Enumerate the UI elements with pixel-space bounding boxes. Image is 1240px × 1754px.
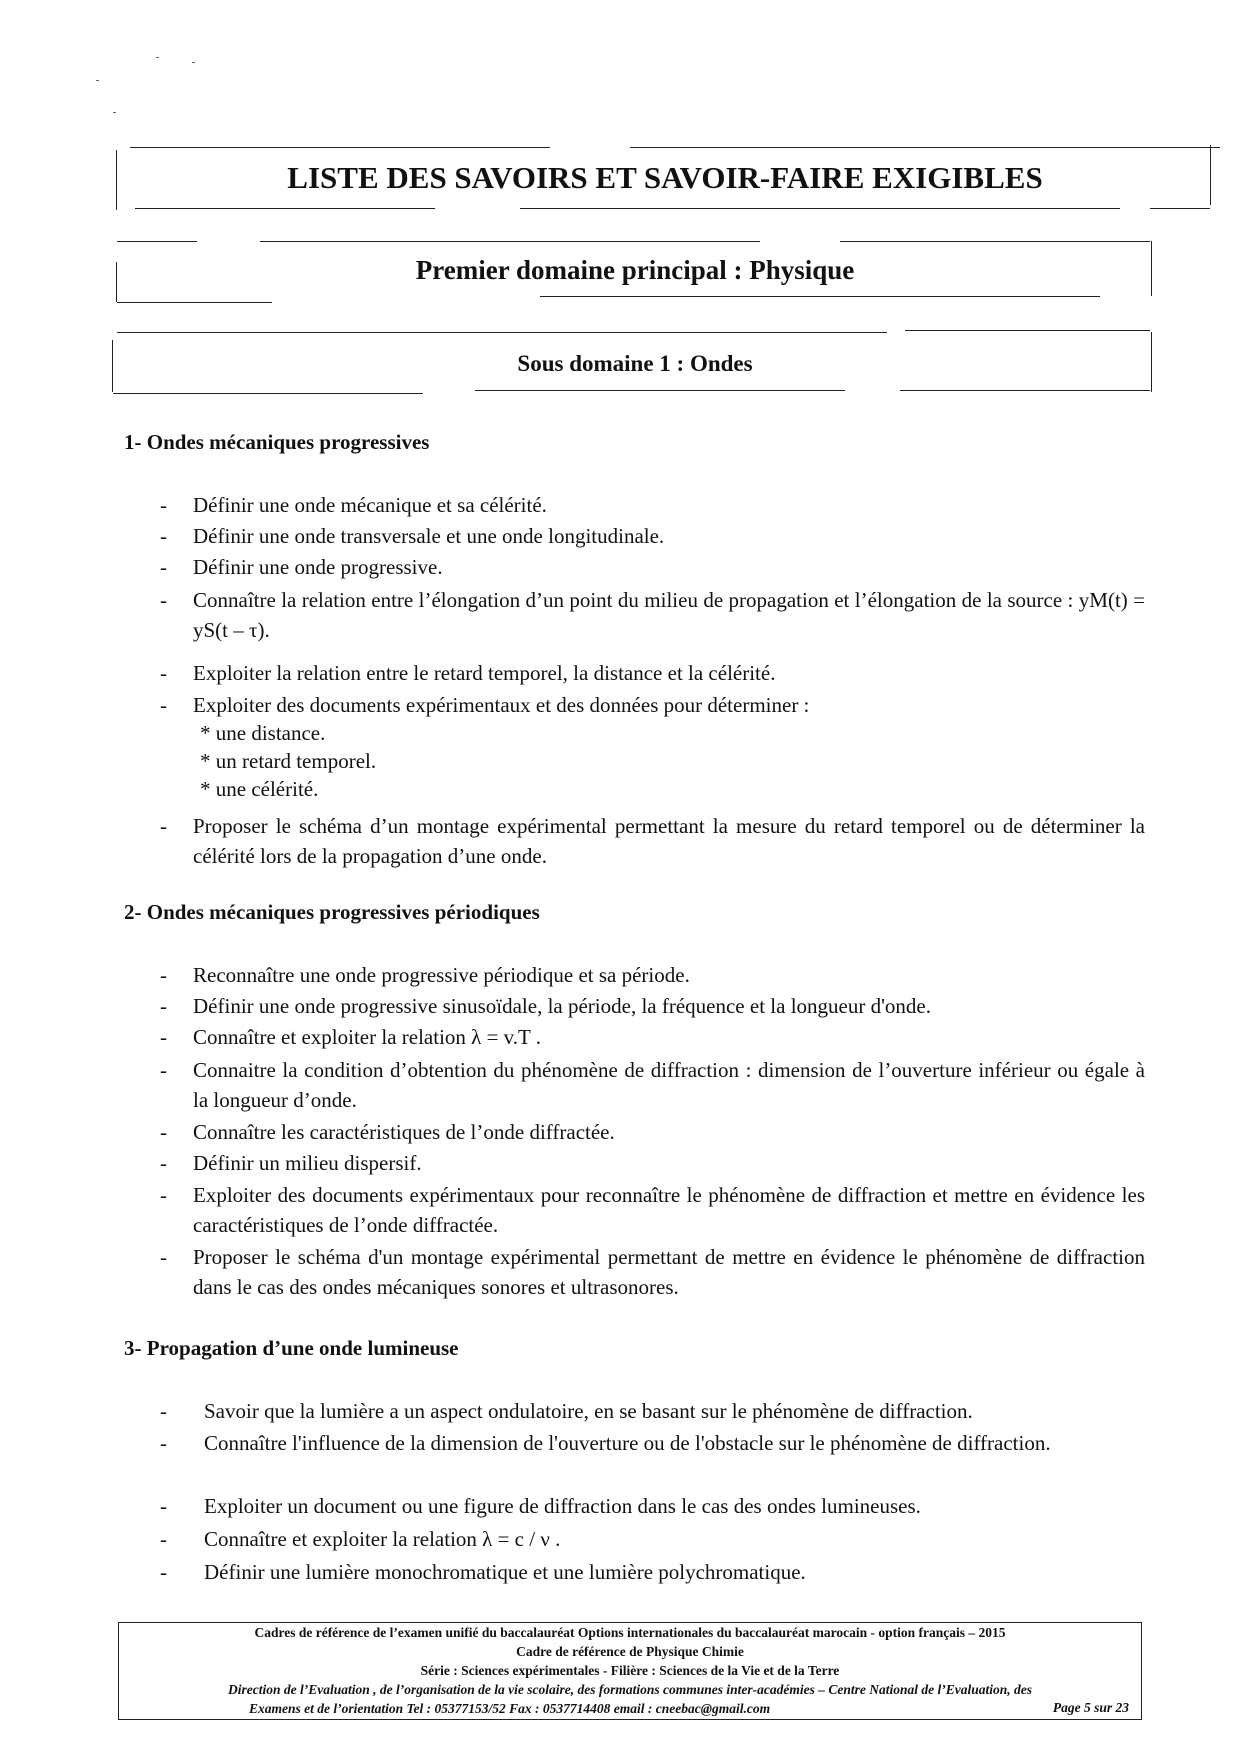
list-item: - Définir une onde mécanique et sa célérité. [160, 493, 547, 517]
list-item: - Définir un milieu dispersif. [160, 1151, 422, 1175]
list-item: - Définir une onde progressive. [160, 555, 443, 579]
list-item: - Connaître la relation entre l’élongation d’un point du milieu de propagation et l’élongation de la source : yM(t) = yS(t – τ). [160, 588, 1145, 642]
list-item: - Définir une onde transversale et une onde longitudinale. [160, 524, 665, 548]
list-item: - Proposer le schéma d'un montage expérimental permettant de mettre en évidence le phénomène de diffraction dans le cas des ondes mécaniques sonores et ultrasonores. [160, 1245, 1145, 1299]
list-item: - Reconnaître une onde progressive périodique et sa période. [160, 963, 690, 987]
scan-mark [192, 62, 195, 63]
section-heading: 1- Ondes mécaniques progressives [124, 430, 430, 454]
list-item: - Exploiter des documents expérimentaux et des données pour déterminer : [160, 693, 810, 717]
sub-item: * une célérité. [200, 777, 319, 801]
list-item: - Connaitre la condition d’obtention du phénomène de diffraction : dimension de l’ouverture inférieur ou égale à la longueur d’onde. [160, 1058, 1145, 1112]
page-footer [118, 1622, 1142, 1720]
footer-line: Examens et de l’orientation Tel : 05377153/52 Fax : 0537714408 email : cneebac@gmail.com [249, 1701, 771, 1716]
list-item: - Définir une lumière monochromatique et une lumière polychromatique. [160, 1560, 806, 1584]
list-item: - Connaître et exploiter la relation λ = c / ν . [160, 1527, 561, 1551]
subdomain-heading: Sous domaine 1 : Ondes [517, 351, 753, 376]
section-heading: 3- Propagation d’une onde lumineuse [124, 1336, 459, 1360]
footer-line: Cadres de référence de l’examen unifié du baccalauréat Options internationales du baccalauréat marocain - option français – 2015 [254, 1625, 1006, 1640]
footer-line: Direction de l’Evaluation , de l’organisation de la vie scolaire, des formations communes inter-académies – Centre National de l’Evaluation, des [228, 1682, 1032, 1697]
page-title: LISTE DES SAVOIRS ET SAVOIR-FAIRE EXIGIBLES [287, 160, 1043, 195]
list-item: - Connaître l'influence de la dimension de l'ouverture ou de l'obstacle sur le phénomène de diffraction. [160, 1431, 1051, 1455]
scan-mark [113, 112, 116, 113]
list-item: - Savoir que la lumière a un aspect ondulatoire, en se basant sur le phénomène de diffraction. [160, 1399, 973, 1423]
scan-mark [96, 80, 99, 81]
list-item: - Proposer le schéma d’un montage expérimental permettant la mesure du retard temporel ou de déterminer la célérité lors de la propagation d’une onde. [160, 814, 1145, 868]
domain-heading: Premier domaine principal : Physique [415, 255, 855, 285]
list-item: - Connaître les caractéristiques de l’onde diffractée. [160, 1120, 615, 1144]
footer-line: Cadre de référence de Physique Chimie [516, 1644, 744, 1659]
list-item: - Définir une onde progressive sinusoïdale, la période, la fréquence et la longueur d'onde. [160, 994, 931, 1018]
scan-mark [156, 57, 159, 58]
sub-item: * une distance. [200, 721, 326, 745]
list-item: - Exploiter des documents expérimentaux pour reconnaître le phénomène de diffraction et mettre en évidence les caractéristiques de l’onde diffractée. [160, 1183, 1145, 1237]
footer-line: Série : Sciences expérimentales - Filière : Sciences de la Vie et de la Terre [420, 1663, 840, 1678]
list-item: - Connaître et exploiter la relation λ = v.T . [160, 1025, 542, 1049]
page-number: Page 5 sur 23 [1052, 1700, 1129, 1715]
sub-item: * un retard temporel. [200, 749, 377, 773]
section-heading: 2- Ondes mécaniques progressives périodiques [124, 900, 540, 924]
list-item: - Exploiter la relation entre le retard temporel, la distance et la célérité. [160, 661, 776, 685]
list-item: - Exploiter un document ou une figure de diffraction dans le cas des ondes lumineuses. [160, 1494, 921, 1518]
